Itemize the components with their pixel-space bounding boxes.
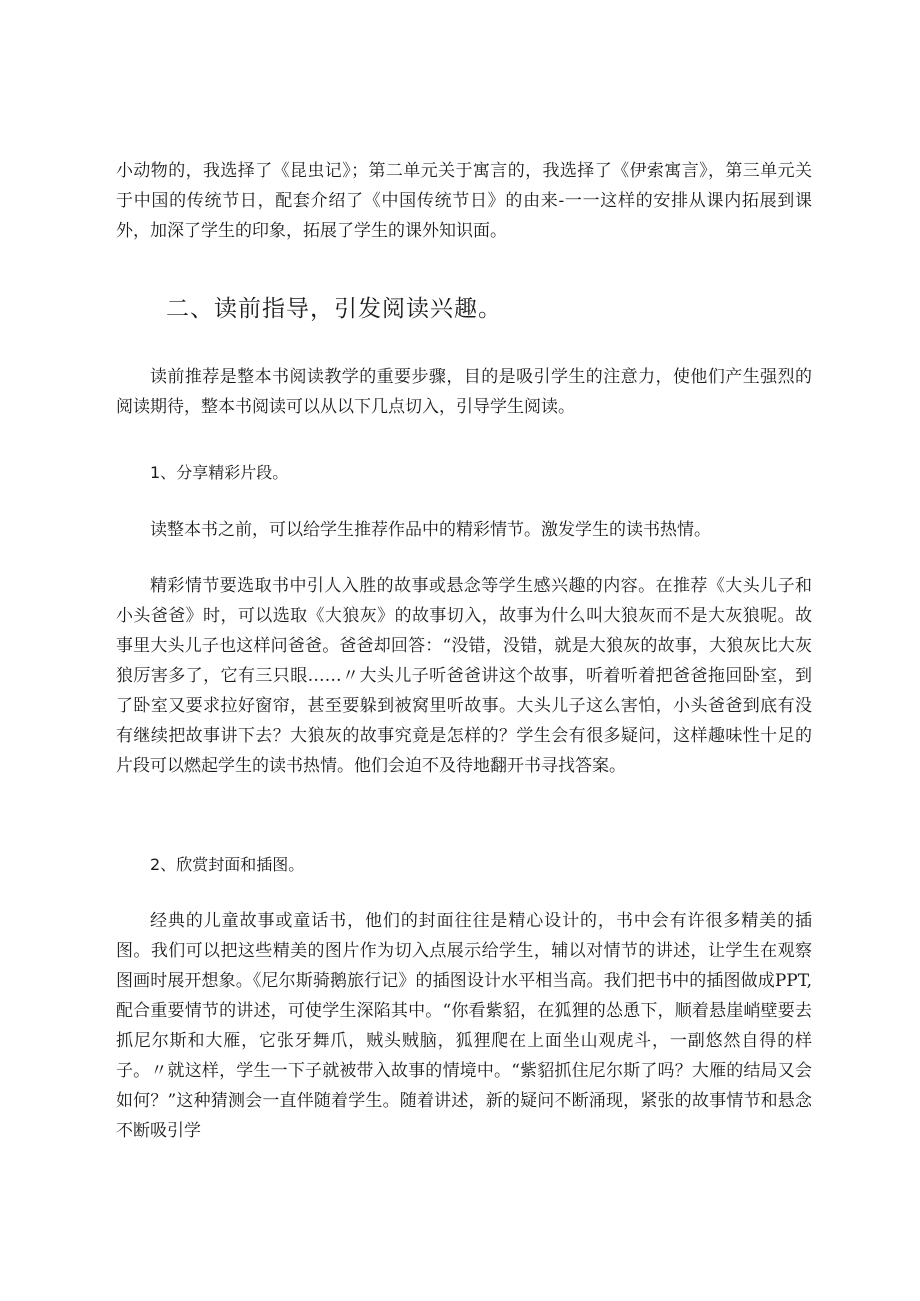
list-item-2 <box>150 852 304 878</box>
list-item-1 <box>150 460 288 486</box>
section-heading: 二、读前指导，引发阅读兴趣。 <box>166 296 502 322</box>
paragraph-share-2: 精彩情节要选取书中引人入胜的故事或悬念等学生感兴趣的内容。在推荐《大头儿子和小头爸爸》时，可以选取《大狼灰》的故事切入，故事为什么叫大狼灰而不是大灰狼呢。故事里大头儿子也这样问爸爸。爸爸却回答：“没错，没错，就是大狼灰的故事，大狼灰比大灰狼厉害多了，它有三只眼……〃大头儿子听爸爸讲这个故事，听着听着把爸爸拖回卧室，到了卧室又要求拉好窗帘，甚至要躲到被窝里听故事。大头儿子这么害怕，小头爸爸到底有没有继续把故事讲下去？大狼灰的故事究竟是怎样的？学生会有很多疑问，这样趣味性十足的片段可以燃起学生的读书热情。他们会迫不及待地翻开书寻找答案。 <box>116 576 812 776</box>
list-item-text: 欣赏封面和插图。 <box>176 855 305 874</box>
paragraph-reading-prep: 读前推荐是整本书阅读教学的重要步骤，目的是吸引学生的注意力，使他们产生强烈的阅读期待，整本书阅读可以从以下几点切入，引导学生阅读。 <box>116 367 812 417</box>
list-item-number: 2、 <box>150 855 177 874</box>
list-item-number: 1、 <box>150 463 177 482</box>
paragraph-share-1: 读整本书之前，可以给学生推荐作品中的精彩情节。激发学生的读书热情。 <box>150 520 711 540</box>
paragraph-cover: 经典的儿童故事或童话书，他们的封面往往是精心设计的，书中会有许很多精美的插图。我们可以把这些精美的图片作为切入点展示给学生，辅以对情节的讲述，让学生在观察图画时展开想象。《尼尔斯骑鹅旅行记》的插图设计水平相当高。我们把书中的插图做成PPT,配合重要情节的讲述，可使学生深陷其中。“你看紫貂，在狐狸的怂恿下，顺着悬崖峭壁要去抓尼尔斯和大雁，它张牙舞爪，贼头贼脑，狐狸爬在上面坐山观虎斗，一副悠然自得的样子。〃就这样，学生一下子就被带入故事的情境中。“紫貂抓住尼尔斯了吗？大雁的结局又会如何？”这种猜测会一直伴随着学生。随着讲述，新的疑问不断涌现，紧张的故事情节和悬念不断吸引学 <box>116 911 812 1141</box>
list-item-text: 分享精彩片段。 <box>176 463 289 482</box>
paragraph-intro: 小动物的，我选择了《昆虫记》；第二单元关于寓言的，我选择了《伊索寓言》，第三单元关于中国的传统节日，配套介绍了《中国传统节日》的由来-一一这样的安排从课内拓展到课外，加深了学生的印象，拓展了学生的课外知识面。 <box>116 161 812 241</box>
